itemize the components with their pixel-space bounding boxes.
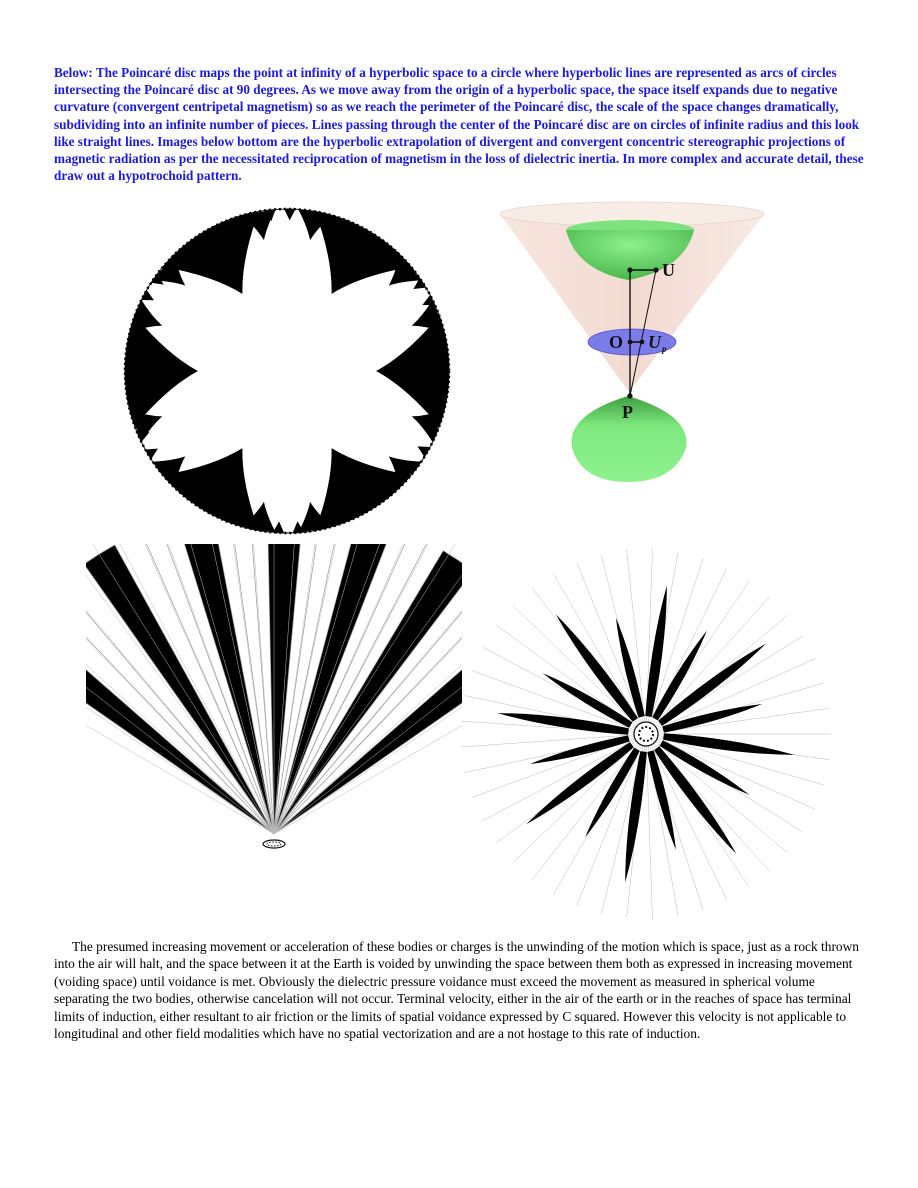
concentric-star-projection <box>460 546 834 920</box>
hyperboloid-cone-diagram <box>496 200 768 490</box>
label-up-subscript: p <box>662 344 667 354</box>
label-up: U <box>648 332 661 352</box>
label-o: O <box>609 332 624 352</box>
label-p: P <box>622 402 633 422</box>
divergent-fan-projection <box>86 544 462 856</box>
poincare-disc-image <box>122 206 452 536</box>
label-u: U <box>662 260 675 280</box>
figure-caption: Below: The Poincaré disc maps the point at infinity of a hyperbolic space to a circle where hyperbolic lines are represented as arcs of circles intersecting the Poincaré disc at 90 degrees. As we move away from the origin of a hyperbolic space, the space itself expands due to negative curvature (convergent centripetal magnetism) so as we reach the perimeter of the Poincaré disc, the scale of the space changes dramatically, subdividing into an infinite number of pieces. Lines passing through the center of the Poincaré disc are on circles of infinite radius and this look like straight lines. Images below bottom are the hyperbolic extrapolation of divergent and convergent concentric stereographic projections of magnetic radiation as per the necessitated reciprocation of magnetism in the loss of dielectric inertia. In more complex and accurate detail, these draw out a hypotrochoid pattern. <box>54 65 864 184</box>
body-paragraph: The presumed increasing movement or acceleration of these bodies or charges is the unwinding of the motion which is space, just as a rock thrown into the air will halt, and the space between it at the Earth is voided by unwinding the space between them both as expressed in increasing movement (voiding space) until voidance is met. Obviously the dielectric pressure voidance must exceed the movement as measured in spherical volume separating the two bodies, otherwise cancelation will not occur. Terminal velocity, either in the air of the earth or in the reaches of space has terminal limits of induction, either resultant to air friction or the limits of spatial voidance expressed by C squared. However this velocity is not applicable to longitudinal and other field modalities which have no spatial vectorization and are a not hostage to this rate of induction. <box>54 939 859 1042</box>
